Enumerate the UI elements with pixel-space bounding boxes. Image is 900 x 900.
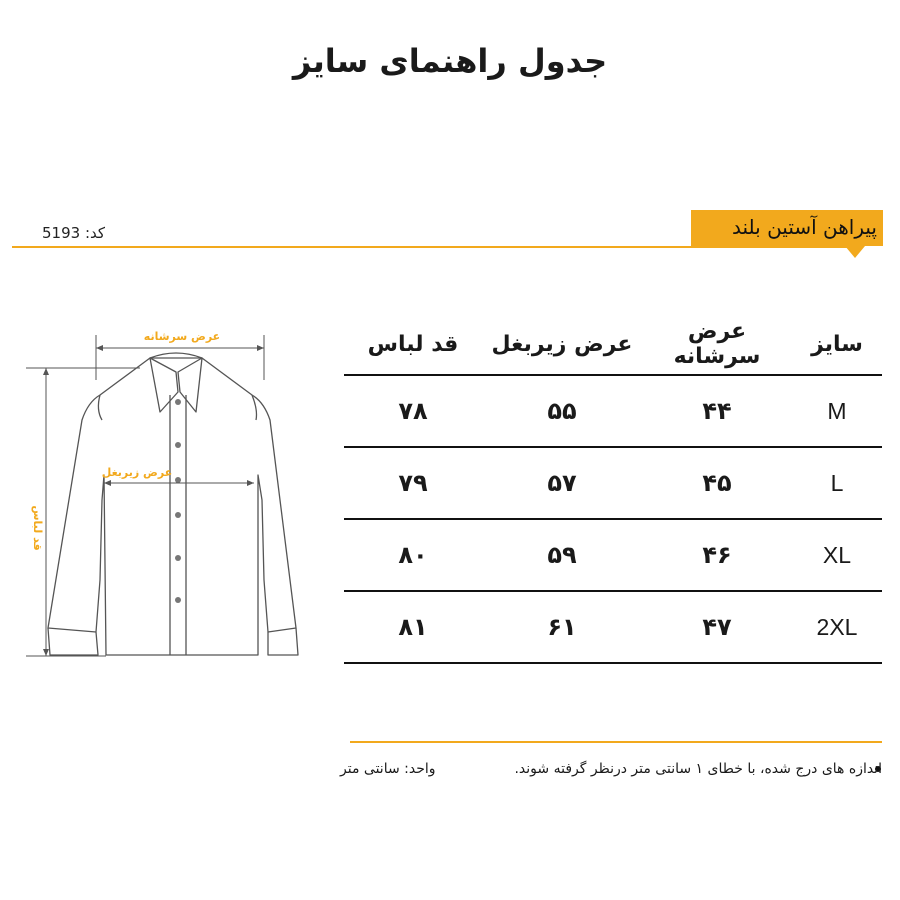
size-cell: L <box>792 447 882 519</box>
shoulder-width-label: عرض سرشانه <box>143 330 221 343</box>
chest-cell: ۶۱ <box>482 591 642 663</box>
header-shoulder: عرض سرشانه <box>642 314 792 375</box>
chest-width-label: عرض زیربغل <box>101 466 173 479</box>
shoulder-cell: ۴۴ <box>642 375 792 447</box>
yoke-right <box>252 395 257 420</box>
collar-band <box>150 353 202 358</box>
table-row <box>344 447 882 519</box>
length-cell: ۷۸ <box>344 375 482 447</box>
product-tag-tail <box>845 246 865 258</box>
unit-label: واحد: سانتی متر <box>340 761 436 777</box>
size-table <box>344 314 882 664</box>
header-chest: عرض زیربغل <box>482 314 642 375</box>
header-divider <box>12 246 855 248</box>
shoulder-cell: ۴۶ <box>642 519 792 591</box>
chest-cell: ۵۵ <box>482 375 642 447</box>
right-cuff <box>268 628 298 655</box>
size-table-header <box>344 314 882 375</box>
table-row <box>344 375 882 447</box>
size-cell: 2XL <box>792 591 882 663</box>
table-row <box>344 519 882 591</box>
page-title: جدول راهنمای سایز <box>292 42 608 80</box>
chest-cell: ۵۷ <box>482 447 642 519</box>
shoulder-cell: ۴۵ <box>642 447 792 519</box>
collar-left <box>150 358 178 412</box>
size-cell: M <box>792 375 882 447</box>
footer-divider <box>350 741 882 743</box>
collar-right <box>178 358 202 412</box>
table-row <box>344 591 882 663</box>
length-cell: ۷۹ <box>344 447 482 519</box>
shoulder-cell: ۴۷ <box>642 591 792 663</box>
placket <box>170 395 186 655</box>
chest-cell: ۵۹ <box>482 519 642 591</box>
product-name: پیراهن آستین بلند <box>731 215 877 239</box>
shirt-diagram <box>0 300 320 670</box>
length-cell: ۸۰ <box>344 519 482 591</box>
length-label: قد لباس <box>31 505 44 551</box>
shirt-outline <box>48 358 296 655</box>
length-cell: ۸۱ <box>344 591 482 663</box>
header-length: قد لباس <box>344 314 482 375</box>
measurement-note: اندازه های درج شده، با خطای ۱ سانتی متر درنظر گرفته شوند. <box>514 761 882 777</box>
header-size: سایز <box>792 314 882 375</box>
product-code: کد: 5193 <box>42 224 106 242</box>
size-cell: XL <box>792 519 882 591</box>
yoke-left <box>98 395 102 420</box>
